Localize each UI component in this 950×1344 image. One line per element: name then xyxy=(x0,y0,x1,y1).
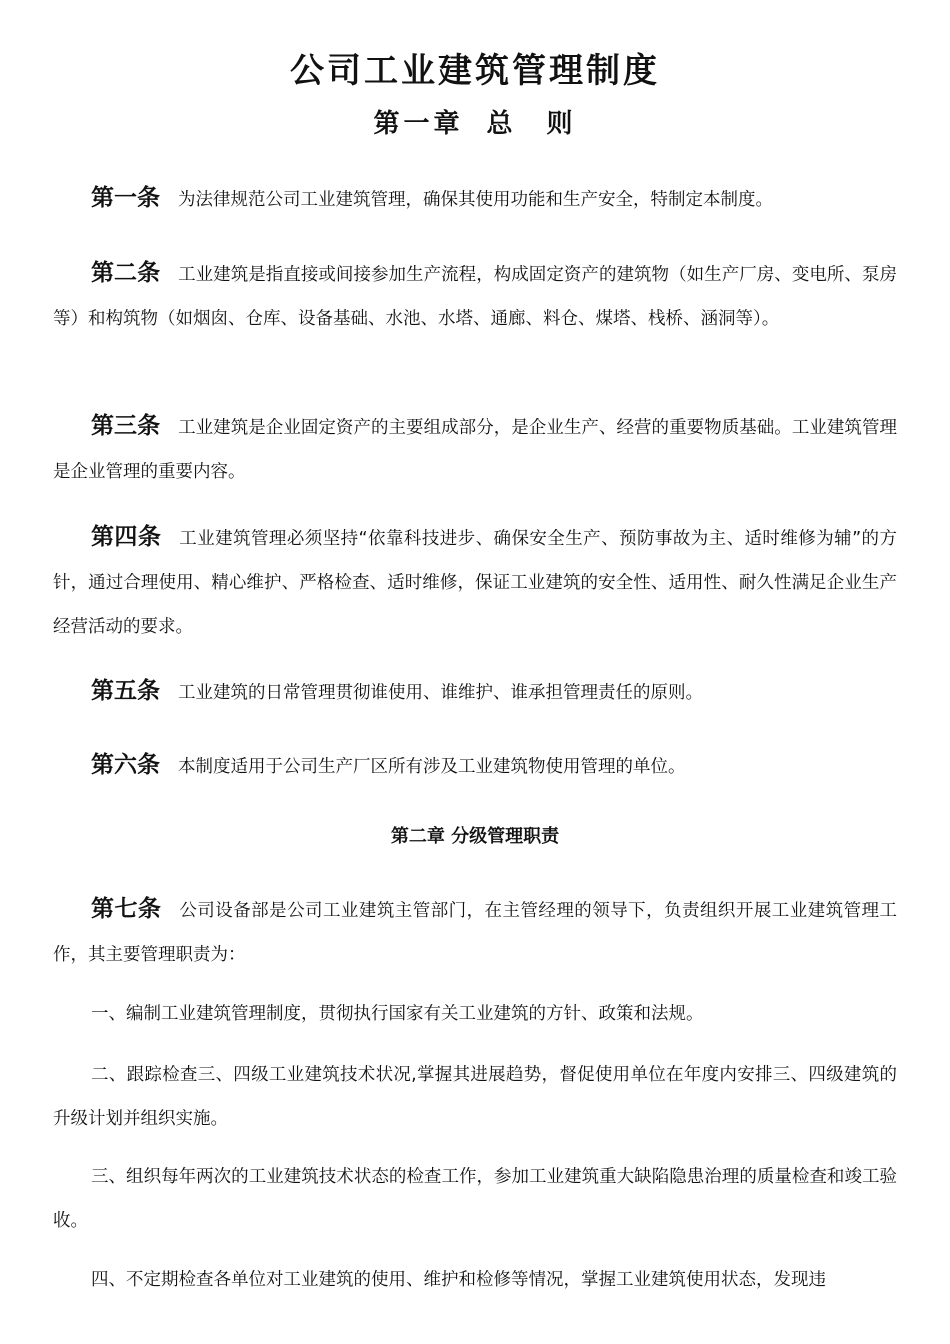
duty-item-3: 三、组织每年两次的工业建筑技术状态的检查工作，参加工业建筑重大缺陷隐患治理的质量检查和竣工验收。 xyxy=(53,1167,897,1231)
article-2 xyxy=(53,251,897,341)
article-label: 第二条 xyxy=(91,260,161,286)
article-5 xyxy=(53,669,897,715)
article-text: 本制度适用于公司生产厂区所有涉及工业建筑物使用管理的单位。 xyxy=(178,757,686,777)
article-text: 工业建筑是企业固定资产的主要组成部分，是企业生产、经营的重要物质基础。工业建筑管理是企业管理的重要内容。 xyxy=(53,418,898,482)
article-text: 为法律规范公司工业建筑管理，确保其使用功能和生产安全，特制定本制度。 xyxy=(178,190,773,210)
article-text: 工业建筑的日常管理贯彻谁使用、谁维护、谁承担管理责任的原则。 xyxy=(178,683,703,703)
article-label: 第六条 xyxy=(91,752,160,778)
article-label: 第五条 xyxy=(91,678,160,704)
article-3 xyxy=(53,404,897,494)
chapter-2-heading: 第二章 分级管理职责 xyxy=(390,826,560,847)
article-6 xyxy=(53,743,897,789)
article-label: 第三条 xyxy=(91,413,161,439)
article-4 xyxy=(53,515,897,649)
article-text: 工业建筑是指直接或间接参加生产流程，构成固定资产的建筑物（如生产厂房、变电所、泵房等）和构筑物（如烟囱、仓库、设备基础、水池、水塔、通廊、料仓、煤塔、栈桥、涵洞等）。 xyxy=(53,265,898,329)
chapter-1-heading: 第一章 总 则 xyxy=(373,109,577,139)
duty-item-2: 二、跟踪检查三、四级工业建筑技术状况,掌握其进展趋势，督促使用单位在年度内安排三、四级建筑的升级计划并组织实施。 xyxy=(53,1065,897,1129)
duty-item-1: 一、编制工业建筑管理制度，贯彻执行国家有关工业建筑的方针、政策和法规。 xyxy=(91,1004,704,1024)
article-7 xyxy=(53,887,897,977)
article-text: 公司设备部是公司工业建筑主管部门，在主管经理的领导下，负责组织开展工业建筑管理工作，其主要管理职责为： xyxy=(53,901,897,965)
article-text: 工业建筑管理必须坚持“依靠科技进步、确保安全生产、预防事故为主、适时维修为辅”的方针，通过合理使用、精心维护、严格检查、适时维修，保证工业建筑的安全性、适用性、耐久性满足企业生产经营活动的要求。 xyxy=(53,529,897,637)
article-label: 第一条 xyxy=(91,185,160,211)
article-label: 第七条 xyxy=(91,896,162,922)
document-title: 公司工业建筑管理制度 xyxy=(290,51,660,91)
duty-item-4: 四、不定期检查各单位对工业建筑的使用、维护和检修等情况，掌握工业建筑使用状态，发现违 xyxy=(91,1270,826,1290)
article-label: 第四条 xyxy=(91,524,162,550)
article-1 xyxy=(53,176,897,222)
